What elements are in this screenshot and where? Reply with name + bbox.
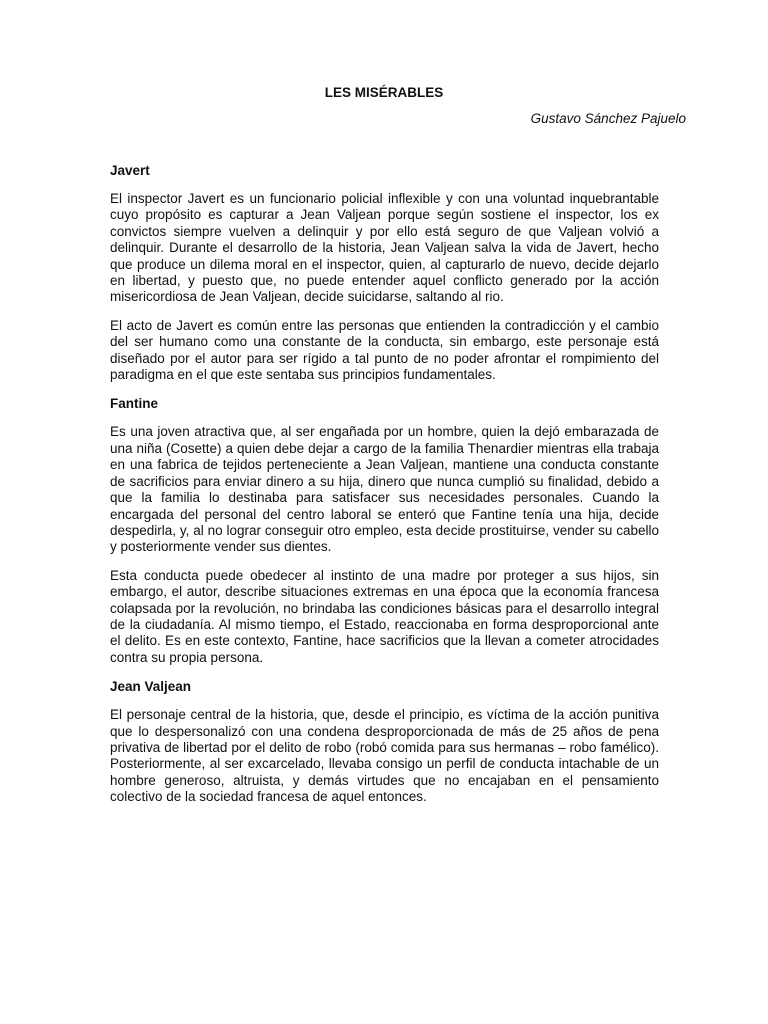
section-fantine — [110, 395, 659, 666]
section-javert — [110, 162, 659, 383]
document-title: LES MISÉRABLES — [324, 85, 444, 100]
section-heading: Jean Valjean — [110, 679, 192, 695]
document-author: Gustavo Sánchez Pajuelo — [530, 111, 686, 126]
section-jean-valjean — [110, 678, 659, 805]
paragraph: Es una joven atractiva que, al ser engañada por un hombre, quien la dejó embarazada de una niña (Cosette) a quien debe dejar a cargo de la familia Thenardier mientras ella trabaja en una fabrica de tejidos perteneciente a Jean Valjean, mantiene una conducta constante de sacrificios para enviar dinero a su hija, dinero que nunca cumplió su finalidad, debido a que la familia lo destinaba para satisfacer sus necesidades personales. Cuando la encargada del personal del centro laboral se enteró que Fantine tenía una hija, decide despedirla, y, al no lograr conseguir otro empleo, esta decide prostituirse, vender su cabello y posteriormente vender sus dientes. — [110, 424, 659, 555]
paragraph: El inspector Javert es un funcionario policial inflexible y con una voluntad inquebrantable cuyo propósito es capturar a Jean Valjean porque según sostiene el inspector, los ex convictos siempre vuelven a delinquir y por ello está seguro de que Valjean volvió a delinquir. Durante el desarrollo de la historia, Jean Valjean salva la vida de Javert, hecho que produce un dilema moral en el inspector, quien, al capturarlo de nuevo, decide dejarlo en libertad, y puesto que, no puede entender aquel conflicto generado por la acción misericordiosa de Jean Valjean, decide suicidarse, saltando al rio. — [110, 191, 659, 305]
section-heading: Fantine — [110, 396, 159, 412]
paragraph: Esta conducta puede obedecer al instinto de una madre por proteger a sus hijos, sin embargo, el autor, describe situaciones extremas en una época que la economía francesa colapsada por la revolución, no brindaba las condiciones básicas para el desarrollo integral de la ciudadanía. Al mismo tiempo, el Estado, reaccionaba en forma desproporcional ante el delito. Es en este contexto, Fantine, hace sacrificios que la llevan a cometer atrocidades contra su propia persona. — [110, 567, 659, 665]
document-body — [110, 162, 659, 818]
paragraph: El personaje central de la historia, que, desde el principio, es víctima de la acción punitiva que lo despersonalizó con una condena desproporcionada de más de 25 años de pena privativa de libertad por el delito de robo (robó comida para sus hermanas – robo famélico). Posteriormente, al ser excarcelado, llevaba consigo un perfil de conducta intachable de un hombre generoso, altruista, y demás virtudes que no encajaban en el pensamiento colectivo de la sociedad francesa de aquel entonces. — [110, 707, 659, 805]
section-heading: Javert — [110, 163, 150, 178]
paragraph: El acto de Javert es común entre las personas que entienden la contradicción y el cambio del ser humano como una constante de la conducta, sin embargo, este personaje está diseñado por el autor para ser rígido a tal punto de no poder afrontar el rompimiento del paradigma en el que este sentaba sus principios fundamentales. — [110, 317, 659, 383]
